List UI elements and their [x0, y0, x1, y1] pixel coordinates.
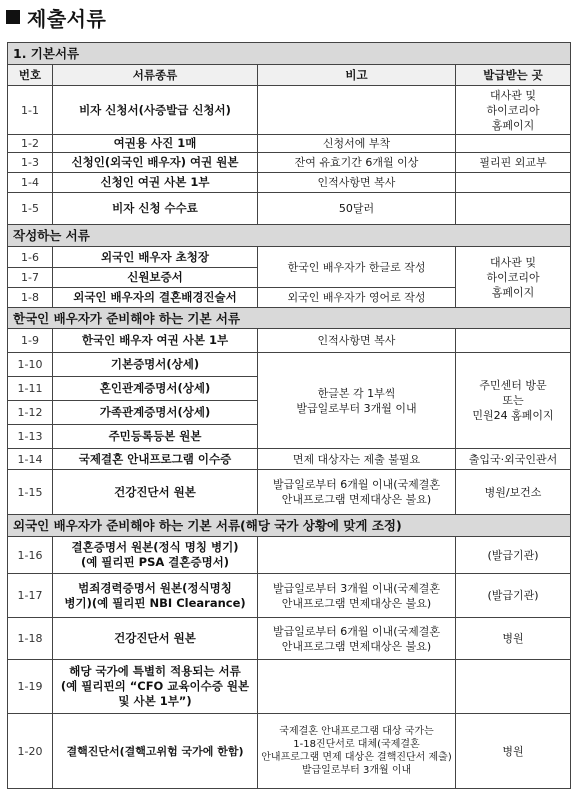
table-row	[8, 247, 571, 268]
row-number: 1-3	[8, 153, 53, 173]
row-number: 1-5	[8, 193, 53, 225]
doc-name: 비자 신청 수수료	[53, 193, 258, 225]
doc-name: 결혼증명서 원본(정식 명칭 병기) (예 필리핀 PSA 결혼증명서)	[53, 537, 258, 574]
page-heading	[6, 2, 106, 32]
doc-note: 신청서에 부착	[258, 135, 456, 153]
row-number: 1-8	[8, 288, 53, 308]
doc-place: 대사관 및 하이코리아 홈페이지	[456, 86, 571, 135]
doc-name: 주민등록등본 원본	[53, 425, 258, 449]
doc-name: 외국인 배우자 초청장	[53, 247, 258, 268]
black-square-icon	[6, 10, 20, 24]
doc-name: 기본증명서(상세)	[53, 353, 258, 377]
section-row	[8, 43, 571, 65]
doc-name: 가족관계증명서(상세)	[53, 401, 258, 425]
table-row	[8, 714, 571, 789]
header-num: 번호	[8, 65, 53, 86]
header-row	[8, 65, 571, 86]
doc-note: 인적사항면 복사	[258, 173, 456, 193]
doc-place	[456, 660, 571, 714]
row-number: 1-20	[8, 714, 53, 789]
doc-note	[258, 537, 456, 574]
row-number: 1-9	[8, 329, 53, 353]
section-row	[8, 308, 571, 329]
row-number: 1-17	[8, 574, 53, 618]
doc-note: 발급일로부터 6개월 이내(국제결혼 안내프로그램 면제대상은 불요)	[258, 618, 456, 660]
doc-place: (발급기관)	[456, 537, 571, 574]
doc-place	[456, 135, 571, 153]
table-row	[8, 135, 571, 153]
doc-place	[456, 193, 571, 225]
doc-note: 잔여 유효기간 6개월 이상	[258, 153, 456, 173]
row-number: 1-7	[8, 268, 53, 288]
row-number: 1-13	[8, 425, 53, 449]
row-number: 1-11	[8, 377, 53, 401]
section-row	[8, 225, 571, 247]
row-number: 1-1	[8, 86, 53, 135]
row-number: 1-12	[8, 401, 53, 425]
table-row	[8, 449, 571, 470]
doc-note	[258, 660, 456, 714]
doc-place: (발급기관)	[456, 574, 571, 618]
table-row	[8, 353, 571, 377]
section-korean-spouse-docs: 한국인 배우자가 준비해야 하는 기본 서류	[8, 308, 571, 329]
doc-note: 50달러	[258, 193, 456, 225]
table-row	[8, 173, 571, 193]
doc-place: 출입국·외국인관서	[456, 449, 571, 470]
row-number: 1-16	[8, 537, 53, 574]
doc-name: 신원보증서	[53, 268, 258, 288]
doc-name: 건강진단서 원본	[53, 618, 258, 660]
doc-name: 외국인 배우자의 결혼배경진술서	[53, 288, 258, 308]
doc-name: 건강진단서 원본	[53, 470, 258, 515]
doc-name: 혼인관계증명서(상세)	[53, 377, 258, 401]
header-note: 비고	[258, 65, 456, 86]
doc-place: 대사관 및 하이코리아 홈페이지	[456, 247, 571, 308]
table-row	[8, 574, 571, 618]
table-row	[8, 537, 571, 574]
row-number: 1-18	[8, 618, 53, 660]
row-number: 1-2	[8, 135, 53, 153]
row-number: 1-19	[8, 660, 53, 714]
doc-note: 발급일로부터 6개월 이내(국제결혼 안내프로그램 면제대상은 불요)	[258, 470, 456, 515]
doc-note	[258, 86, 456, 135]
row-number: 1-4	[8, 173, 53, 193]
doc-note: 인적사항면 복사	[258, 329, 456, 353]
table-row	[8, 329, 571, 353]
doc-note: 한국인 배우자가 한글로 작성	[258, 247, 456, 288]
row-number: 1-15	[8, 470, 53, 515]
doc-name: 국제결혼 안내프로그램 이수증	[53, 449, 258, 470]
page-title: 제출서류	[27, 6, 107, 31]
header-place: 발급받는 곳	[456, 65, 571, 86]
doc-place: 주민센터 방문 또는 민원24 홈페이지	[456, 353, 571, 449]
table-row	[8, 618, 571, 660]
row-number: 1-10	[8, 353, 53, 377]
table-row	[8, 153, 571, 173]
table-row	[8, 660, 571, 714]
doc-name: 해당 국가에 특별히 적용되는 서류 (예 필리핀의 “CFO 교육이수증 원본 및 사본 1부”)	[53, 660, 258, 714]
doc-place: 병원	[456, 618, 571, 660]
table-row	[8, 86, 571, 135]
doc-name: 비자 신청서(사증발급 신청서)	[53, 86, 258, 135]
doc-note: 국제결혼 안내프로그램 대상 국가는 1-18진단서로 대체(국제결혼 안내프로그램 면제 대상은 결핵진단서 제출) 발급일로부터 3개월 이내	[258, 714, 456, 789]
doc-note: 면제 대상자는 제출 불필요	[258, 449, 456, 470]
header-type: 서류종류	[53, 65, 258, 86]
doc-name: 한국인 배우자 여권 사본 1부	[53, 329, 258, 353]
doc-note: 한글본 각 1부씩 발급일로부터 3개월 이내	[258, 353, 456, 449]
doc-name: 범죄경력증명서 원본(정식명칭 병기)(예 필리핀 NBI Clearance)	[53, 574, 258, 618]
documents-table	[7, 42, 571, 789]
section-row	[8, 515, 571, 537]
doc-place: 필리핀 외교부	[456, 153, 571, 173]
doc-note: 발급일로부터 3개월 이내(국제결혼 안내프로그램 면제대상은 불요)	[258, 574, 456, 618]
table-row	[8, 193, 571, 225]
section-written-docs: 작성하는 서류	[8, 225, 571, 247]
table-row	[8, 470, 571, 515]
doc-name: 여권용 사진 1매	[53, 135, 258, 153]
doc-place	[456, 173, 571, 193]
row-number: 1-6	[8, 247, 53, 268]
doc-place: 병원/보건소	[456, 470, 571, 515]
doc-place	[456, 329, 571, 353]
doc-note: 외국인 배우자가 영어로 작성	[258, 288, 456, 308]
section-basic-docs: 1. 기본서류	[8, 43, 571, 65]
doc-name: 신청인 여권 사본 1부	[53, 173, 258, 193]
row-number: 1-14	[8, 449, 53, 470]
doc-place: 병원	[456, 714, 571, 789]
section-foreign-spouse-docs: 외국인 배우자가 준비해야 하는 기본 서류(해당 국가 상황에 맞게 조정)	[8, 515, 571, 537]
doc-name: 신청인(외국인 배우자) 여권 원본	[53, 153, 258, 173]
doc-name: 결핵진단서(결핵고위험 국가에 한함)	[53, 714, 258, 789]
